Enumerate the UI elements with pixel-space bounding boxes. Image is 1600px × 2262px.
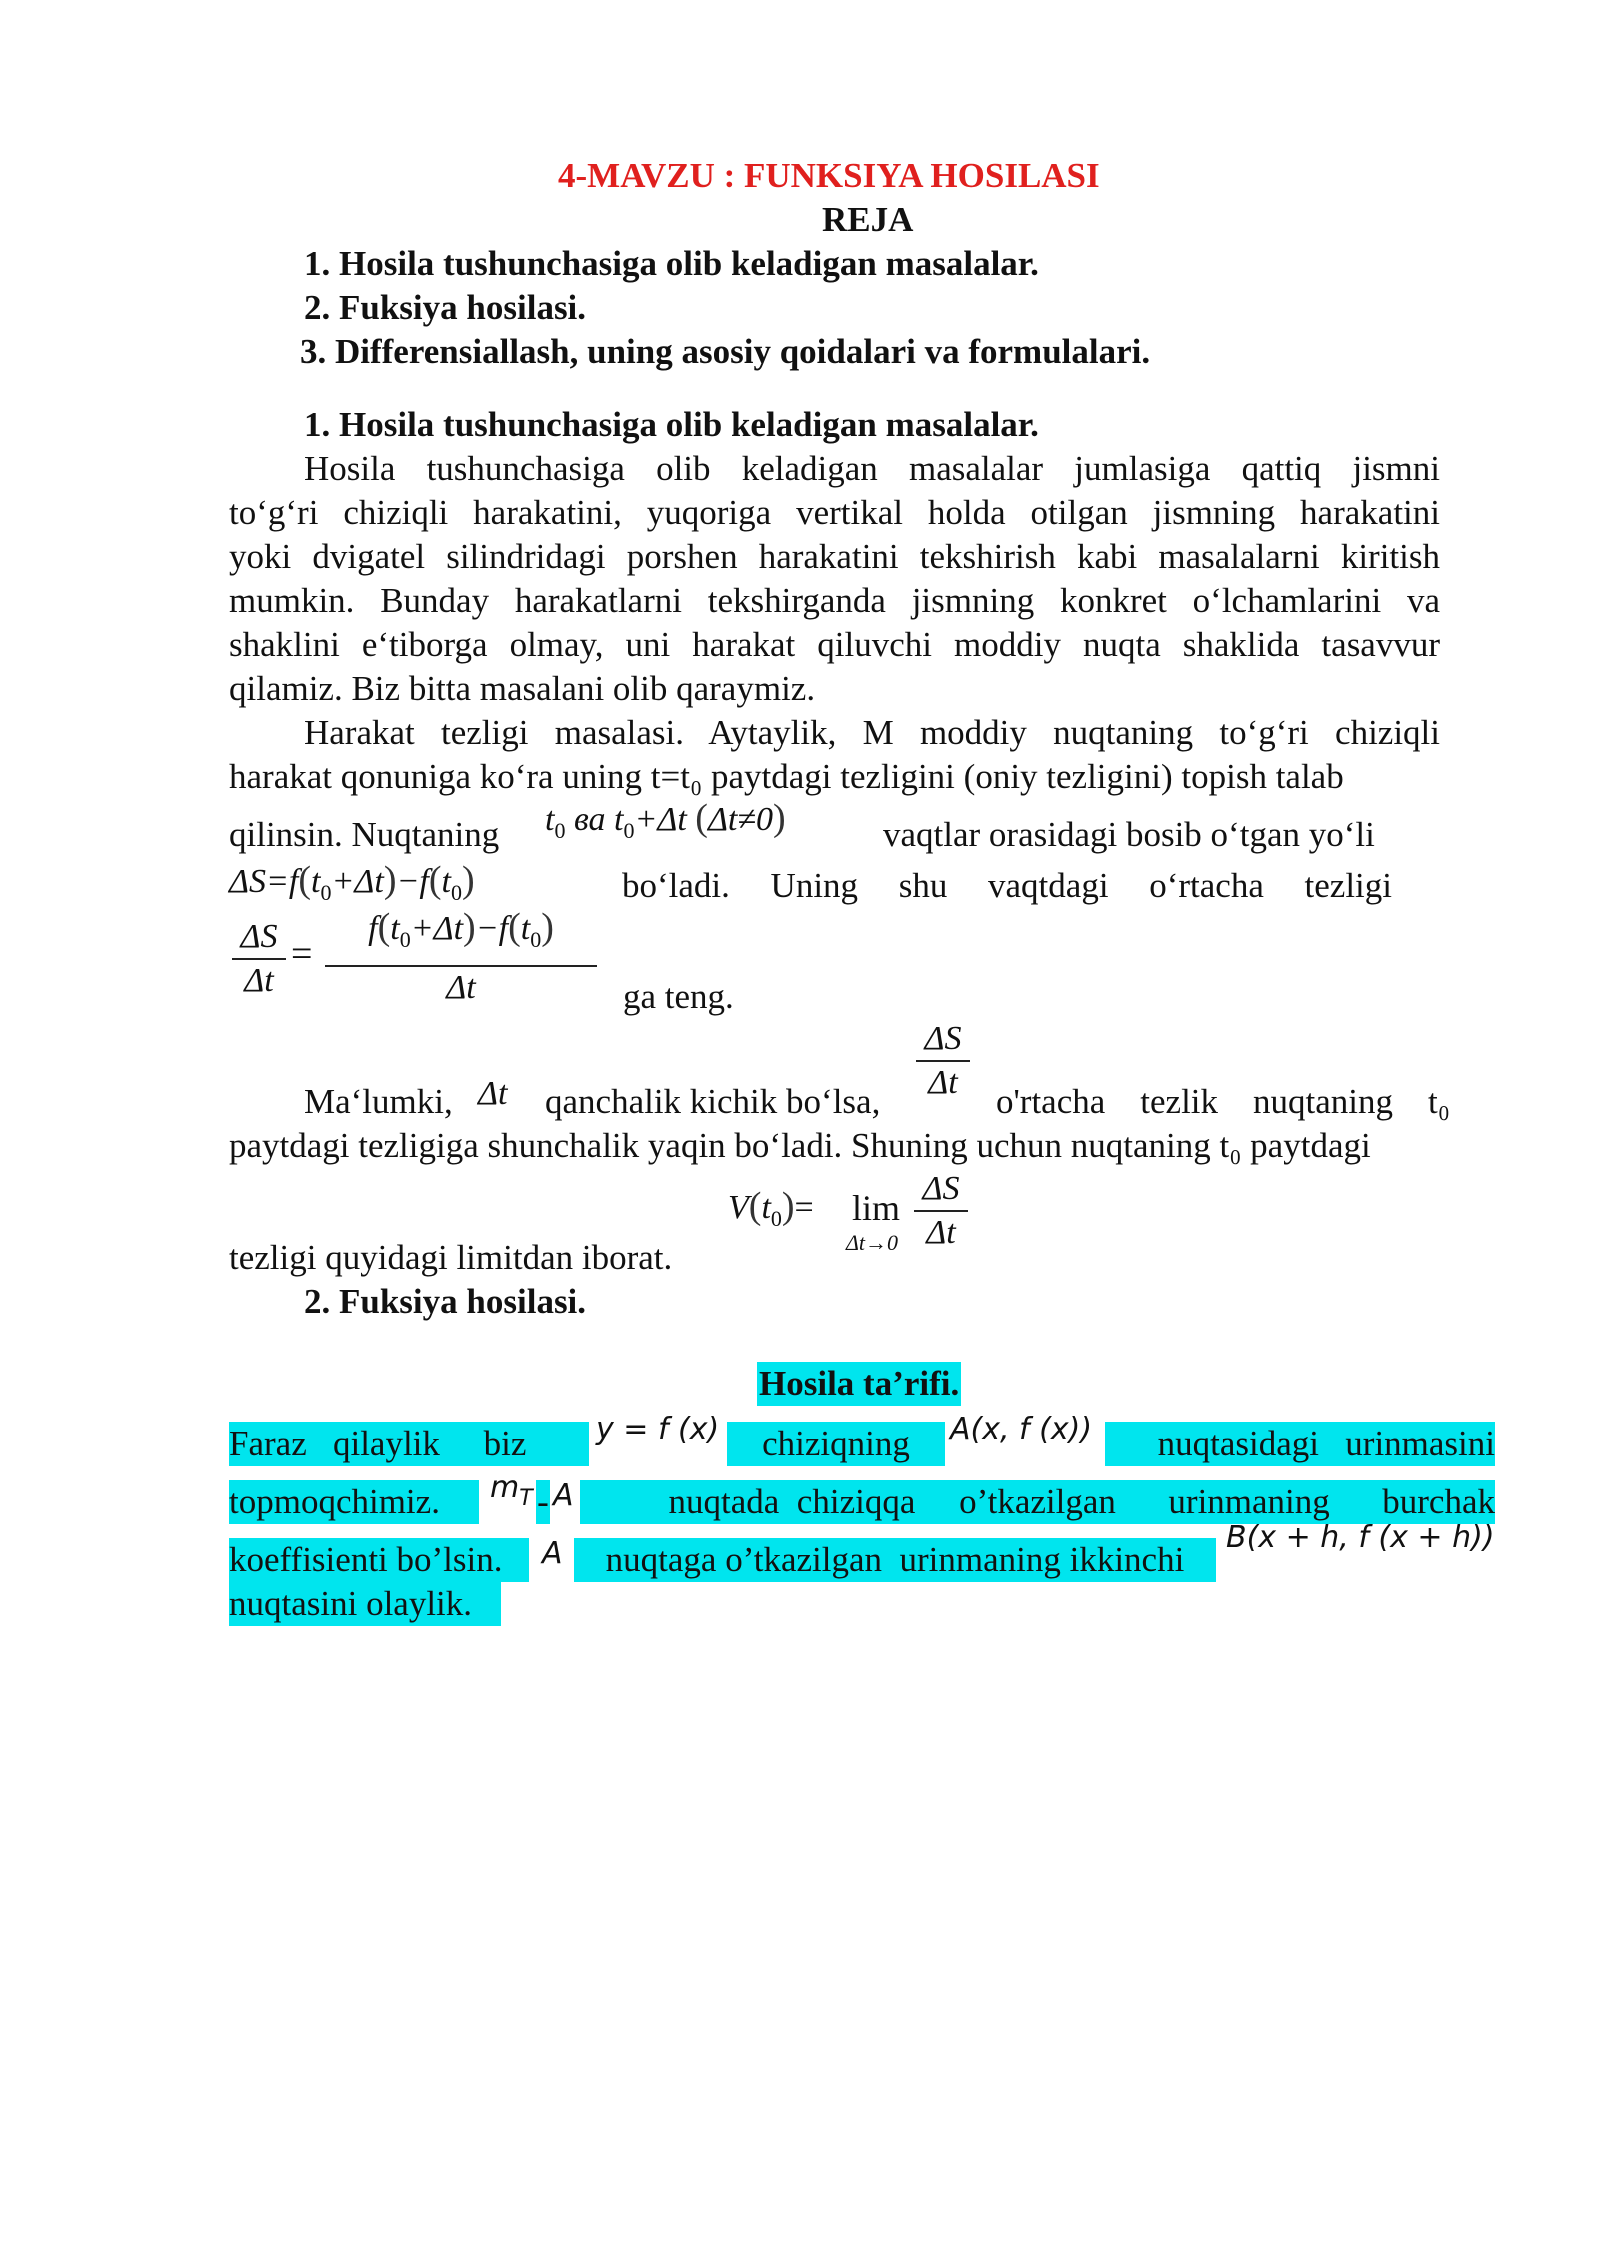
math-sub0e: 0 — [399, 927, 411, 952]
fraction-avg-numerator — [325, 902, 597, 965]
page-title: 4-MAVZU : FUNKSIYA HOSILASI — [558, 156, 1100, 195]
math-eq2: = — [794, 1189, 814, 1226]
math-minus-f: −f — [396, 863, 429, 900]
para2-line-5-end: ga teng. — [623, 977, 734, 1016]
para2-line-2: harakat qonuniga ko‘ra uning t=t₀ paytdagi tezligini (oniy tezligini) topish talab — [229, 757, 1344, 796]
para2-line-3-start: qilinsin. Nuqtaning — [229, 815, 500, 854]
plan-item-2: 2. Fuksiya hosilasi. — [304, 288, 587, 327]
section1-heading: 1. Hosila tushunchasiga olib keladigan masalalar. — [304, 405, 1039, 444]
fraction-avg-speed — [325, 902, 597, 1009]
paren-open: ( — [377, 906, 391, 948]
math-b-point: B(x + h, f (x + h)) — [1226, 1520, 1495, 1555]
paren-close: ) — [383, 859, 397, 901]
para1-line-4: mumkin. Bunday harakatlarni tekshirganda jismning konkret o‘lchamlarini va — [229, 581, 1440, 620]
math-sub0: 0 — [554, 818, 566, 843]
math-t0-va-interval — [545, 796, 786, 853]
math-sub0b: 0 — [623, 818, 635, 843]
math-t0g: t — [761, 1189, 771, 1226]
math-sub0g: 0 — [770, 1206, 782, 1231]
def-line-2-start: topmoqchimiz. — [229, 1480, 479, 1524]
math-va: ва — [573, 801, 606, 838]
def-line-3-end: nuqtaga o’tkazilgan urinmaning ikkinchi — [574, 1538, 1216, 1582]
para2-line-6-start: Ma‘lumki, — [304, 1082, 453, 1121]
math-f: f — [368, 910, 378, 947]
paren-open: ( — [428, 859, 442, 901]
paren-open: ( — [748, 1185, 762, 1227]
math-sub0f: 0 — [530, 927, 542, 952]
math-sub0c: 0 — [320, 880, 332, 905]
fraction-limit — [914, 1168, 968, 1254]
math-equals: = — [291, 933, 313, 975]
math-velocity-lhs — [728, 1184, 814, 1241]
plan-item-1: 1. Hosila tushunchasiga olib keladigan masalalar. — [304, 244, 1039, 283]
math-plus-dt: +Δt — [634, 801, 687, 838]
para2-line-4-end: bo‘ladi. Uning shu vaqtdagi o‘rtacha tezligi — [622, 866, 1392, 905]
definition-title: Hosila ta’rifi. — [757, 1362, 961, 1406]
math-m-t — [490, 1466, 533, 1521]
fraction-numerator: ΔS — [924, 1020, 962, 1057]
paren-open: ( — [298, 859, 312, 901]
para2-line-6-end: o'rtacha tezlik nuqtaning t₀ — [996, 1082, 1450, 1121]
math-t0f: t — [520, 910, 531, 947]
math-plus-dt2: +Δt — [331, 863, 384, 900]
section2-heading: 2. Fuksiya hosilasi. — [304, 1282, 587, 1321]
def-line-3-start: koeffisienti bo’lsin. — [229, 1538, 529, 1582]
math-t0: t — [545, 801, 555, 838]
paren-close: ) — [773, 797, 786, 839]
math-a-letter: A — [553, 1478, 574, 1513]
paren-open: ( — [695, 797, 708, 839]
def-line-2-dash: - — [536, 1480, 550, 1524]
fraction-numerator: ΔS — [240, 918, 278, 955]
fraction-ds-dt-inline — [916, 1018, 970, 1104]
math-t0c: t — [311, 863, 321, 900]
math-m: m — [490, 1470, 520, 1505]
math-lim-sub: Δt→0 — [846, 1230, 899, 1255]
para2-line-7: paytdagi tezligiga shunchalik yaqin bo‘ladi. Shuning uchun nuqtaning t₀ paytdagi — [229, 1126, 1371, 1165]
math-t0d: t — [441, 863, 451, 900]
para1-line-1: Hosila tushunchasiga olib keladigan masalalar jumlasiga qattiq jismni — [304, 449, 1440, 488]
math-m-sub: T — [519, 1486, 533, 1511]
paren-close: ) — [541, 906, 554, 948]
fraction-denominator: Δt — [926, 1214, 956, 1251]
def-line-1-mid: chiziqning — [727, 1422, 945, 1466]
paren-close: ) — [781, 1185, 795, 1227]
def-line-4: nuqtasini olaylik. — [229, 1582, 501, 1626]
para2-line-8: tezligi quyidagi limitdan iborat. — [229, 1238, 673, 1277]
para2-line-3-end: vaqtlar orasidagi bosib o‘tgan yo‘li — [883, 815, 1375, 854]
fraction-denominator: Δt — [244, 962, 274, 999]
fraction-numerator: ΔS — [922, 1170, 960, 1207]
math-y-fx: y = f (x) — [596, 1412, 720, 1447]
paren-open: ( — [508, 906, 521, 948]
para1-line-3: yoki dvigatel silindridagi porshen harakatini tekshirish kabi masalalarni kiritish — [229, 537, 1440, 576]
plan-item-3: 3. Differensiallash, uning asosiy qoidalari va formulalari. — [300, 332, 1151, 371]
math-a-point: A(x, f (x)) — [950, 1412, 1093, 1447]
def-line-2-end: nuqtada chiziqqa o’tkazilgan urinmaning burchak — [580, 1480, 1495, 1524]
math-v: V — [728, 1189, 749, 1226]
para1-line-6: qilamiz. Biz bitta masalani olib qaraymiz. — [229, 669, 816, 708]
math-ds-eq: ΔS=f — [229, 863, 299, 900]
math-minus-f2: −f — [475, 910, 509, 947]
paren-close: ) — [463, 906, 476, 948]
fraction-ds-dt — [232, 916, 286, 1002]
math-lim: lim — [852, 1188, 901, 1228]
para2-line-6-mid: qanchalik kichik bo‘lsa, — [545, 1082, 881, 1121]
math-delta-t: Δt — [478, 1075, 508, 1112]
para2-line-1: Harakat tezligi masalasi. Aytaylik, M moddiy nuqtaning to‘g‘ri chiziqli — [304, 713, 1440, 752]
math-t0b: t — [613, 801, 624, 838]
def-line-1-start: Faraz qilaylik biz — [229, 1422, 589, 1466]
math-a-letter-2: A — [542, 1536, 563, 1571]
fraction-avg-denominator: Δt — [446, 969, 476, 1006]
def-line-1-end: nuqtasidagi urinmasini — [1105, 1422, 1495, 1466]
math-sub0d: 0 — [450, 880, 462, 905]
paren-close: ) — [461, 859, 475, 901]
math-dt-ne-0: Δt≠0 — [707, 801, 774, 838]
math-t0e: t — [390, 910, 400, 947]
para1-line-5: shaklini e‘tiborga olmay, uni harakat qiluvchi moddiy nuqta shaklida tasavvur — [229, 625, 1440, 664]
fraction-denominator: Δt — [928, 1064, 958, 1101]
para1-line-2: to‘g‘ri chiziqli harakatini, yuqoriga vertikal holda otilgan jismning harakatini — [229, 493, 1440, 532]
plan-heading: REJA — [822, 200, 914, 239]
math-plus-dt3: +Δt — [410, 910, 464, 947]
